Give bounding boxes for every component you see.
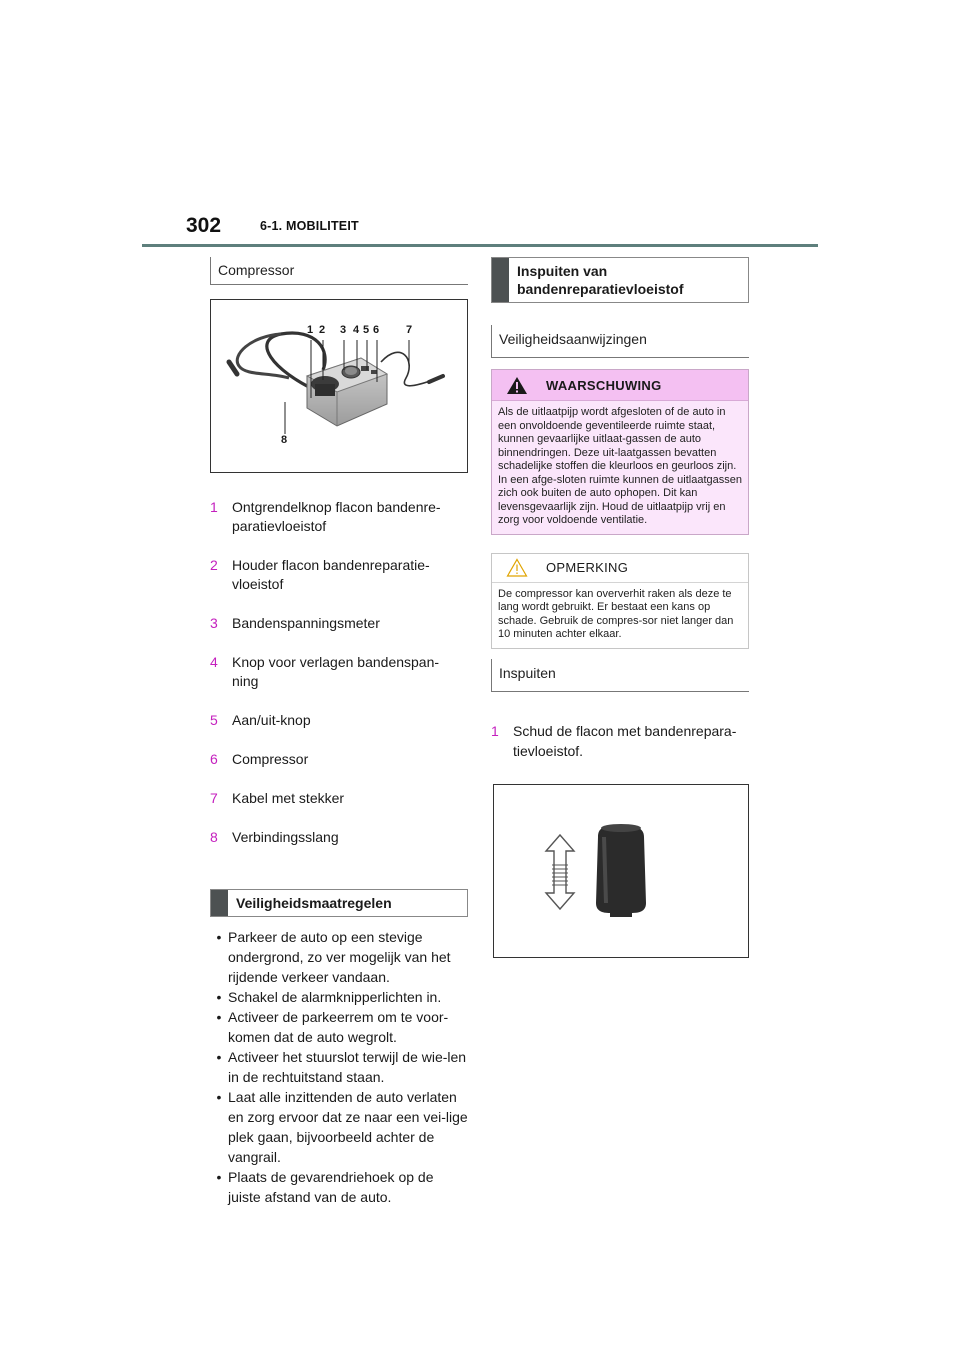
steps-list <box>491 701 749 782</box>
figure-label-5: 5 <box>363 324 370 336</box>
safety-notes-heading: Veiligheidsaanwijzingen <box>491 325 749 358</box>
left-column <box>210 257 468 1207</box>
list-item: • Activeer het stuurslot terwijl de wie-len in de rechtuitstand staan. <box>216 1049 467 1085</box>
note-text: De compressor kan oververhit raken als deze te lang wordt gebruikt. Er bestaat een kans op schade. Gebruik de compres-sor niet langer dan 10 minuten achter elkaar. <box>498 587 734 640</box>
figure-label-8: 8 <box>281 434 288 446</box>
shake-bottle-figure <box>493 784 749 958</box>
warning-title-bar <box>492 370 748 401</box>
list-item: • Schakel de alarmknipperlichten in. <box>216 989 442 1005</box>
figure-label-3: 3 <box>340 324 347 336</box>
list-item: 1 Schud de flacon met bandenrepara- tievloeistof. <box>491 722 737 759</box>
right-column <box>491 257 749 782</box>
compressor-illustration <box>211 300 467 472</box>
list-item: • Parkeer de auto op een stevige ondergrond, zo ver mogelijk van het rijdende verkeer vandaan. <box>216 929 451 985</box>
heading-bar <box>211 890 228 916</box>
injection-heading: Inspuiten van bandenreparatievloeistof <box>491 257 749 303</box>
safety-heading: Veiligheidsmaatregelen <box>210 889 468 917</box>
list-item: 3 Bandenspanningsmeter <box>210 615 380 631</box>
note-title: OPMERKING <box>546 560 629 575</box>
shake-bottle-illustration <box>494 785 748 957</box>
list-item: 6 Compressor <box>210 751 309 767</box>
figure-label-7: 7 <box>406 324 413 336</box>
figure-label-2: 2 <box>319 324 326 336</box>
inject-heading: Inspuiten <box>491 659 749 692</box>
parts-list <box>210 479 468 867</box>
header-rule <box>142 244 818 247</box>
figure-label-6: 6 <box>373 324 380 336</box>
figure-label-4: 4 <box>353 324 360 336</box>
chapter-title: 6-1. MOBILITEIT <box>260 219 359 233</box>
heading-bar <box>492 258 509 302</box>
list-item: • Activeer de parkeerrem om te voor-komen dat de auto wegrolt. <box>216 1009 449 1045</box>
list-item: 1 Ontgrendelknop flacon bandenre- paratievloeistof <box>210 499 441 534</box>
list-item: 4 Knop voor verlagen bandenspan- ning <box>210 654 440 689</box>
note-title-bar <box>492 554 748 583</box>
list-item: 2 Houder flacon bandenreparatie- vloeistof <box>210 557 430 592</box>
list-item: 8 Verbindingsslang <box>210 829 339 845</box>
figure-label-1: 1 <box>307 324 314 336</box>
warning-box <box>491 369 749 535</box>
safety-list <box>210 927 468 1207</box>
warning-icon <box>506 376 528 395</box>
list-item: 7 Kabel met stekker <box>210 790 345 806</box>
compressor-heading: Compressor <box>210 257 468 285</box>
list-item: • Plaats de gevarendriehoek op de juiste afstand van de auto. <box>216 1169 434 1205</box>
compressor-figure <box>210 299 468 473</box>
warning-title: WAARSCHUWING <box>546 377 662 393</box>
list-item: 5 Aan/uit-knop <box>210 712 311 728</box>
warning-text: Als de uitlaatpijp wordt afgesloten of de auto in een onvoldoende geventileerde ruimte staat, kunnen gevaarlijke uitlaat-gassen de auto binnendringen. Deze uit-laatgassen bevatten schadelijke stoffen die kleurloos en geurloos zijn. In een afge-sloten ruimte kunnen de uitlaatgassen zich ook buiten de auto ophopen. Dit kan levensgevaarlijk zijn. Houd de uitlaatpijp vrij en zorg voor voldoende ventilatie. <box>498 406 742 526</box>
page-number: 302 <box>186 214 222 237</box>
list-item: • Laat alle inzittenden de auto verlaten en zorg ervoor dat ze naar een vei-lige plek gaan, bijvoorbeeld achter de vangrail. <box>216 1089 468 1165</box>
caution-icon <box>506 558 528 577</box>
note-box <box>491 553 749 649</box>
